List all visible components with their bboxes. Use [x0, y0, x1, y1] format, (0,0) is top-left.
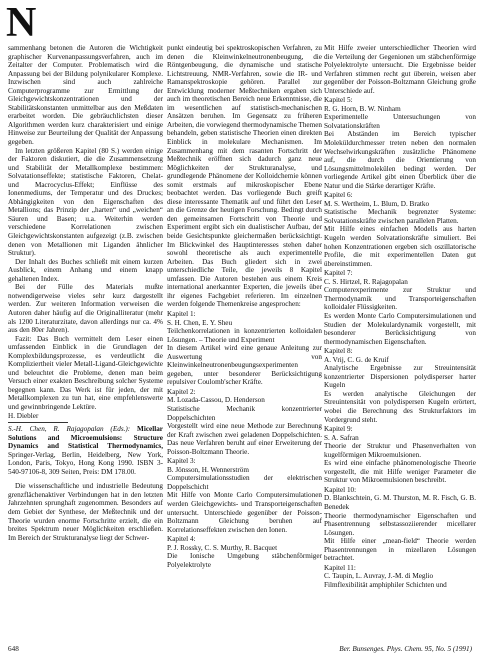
book-authors: S.-H. Chen, R. Rajagopalan (Eds.):: [8, 425, 131, 434]
chapter-authors: B. Jönsson, H. Wennerström: [167, 465, 249, 474]
column-3: [324, 44, 476, 589]
chapter-summary: Vorgestellt wird eine neue Methode zur Berechnung der Kraft zwischen zwei geladenen Doppelschichten. Das neue Verfahren beruht auf einer Erweiterung der Poisson-Boltzmann Theorie.: [167, 422, 322, 456]
chapter-heading: Kapitel 6:: [324, 191, 353, 200]
chapter-title: Statistische Mechanik begrenzter Systeme: Solvatationskräfte zwischen parallelen Platten.: [324, 208, 476, 225]
chapter-heading: Kapitel 10:: [324, 485, 357, 494]
chapter-title: Theorie thermodynamischer Eigenschaften und Phasentrennung selbstassoziierender micellarer Lösungen.: [324, 511, 476, 537]
page-number: 648: [8, 645, 19, 653]
paragraph: sammenhang betonen die Autoren die Wichtigkeit graphischer Kurvenanpassungsverfahren, auch im Zeitalter der Computer. Problematisch wird die Anpassung bei der Bildung polynikularer Komplexe. Inzwischen sind auch zahlreiche Computerprogramme zur Ermittlung der Gleichgewichtskonzentrationen und der Stabilitätskonstanten unmittelbar aus den Meßdaten erarbeitet worden. Die gebräuchlichsten dieser Algorithmen werden kurz charakterisiert und einige Hinweise zur Beurteilung der Qualität der Anpassung gegeben.: [8, 44, 163, 147]
chapter-heading: Kapitel 9:: [324, 425, 353, 434]
chapter-authors: D. Blankschtein, G. M. Thurston, M. R. Fisch, G. B. Benedek: [324, 494, 476, 511]
chapter-title: Die Ionische Umgebung stäbchenförmiger Polyelektrolyte: [167, 552, 322, 569]
chapter-title: Computerexperimente zur Struktur und Thermodynamik und Transporteigenschaften kolloidaler Flüssigkeiten.: [324, 286, 476, 312]
chapter-heading: Kapitel 5:: [324, 96, 353, 105]
chapter-summary: Mit Hilfe von Monte Carlo Computersimulationen werden Gleichgewichts- und Transporteigenschaften untersucht. Unterschiede gegenüber der Poisson-Boltzmann Gleichung beruhen auf Korrelationseffekten zwischen den Ionen.: [167, 491, 322, 534]
paragraph: Der Inhalt des Buches schließt mit einem kurzen Ausblick, einem Anhang und einem knapp gehaltenen Index.: [8, 257, 163, 283]
chapter-authors: S. H. Chen, E. Y. Sheu: [167, 318, 233, 327]
chapter-authors: M. S. Wertheim, L. Blum, D. Bratko: [324, 199, 430, 208]
chapter-heading: Kapitel 2:: [167, 387, 196, 396]
chapter-authors: R. G. Horn, B. W. Ninham: [324, 104, 401, 113]
chapter-summary: Bei Abständen im Bereich typischer Moleküldurchmesser treten neben den normalen Wechselwirkungskräften zusätzliche Phänomene auf, die durch die Orientierung von Lösungsmittelmolekülen bedingt werden. Der vorliegende Artikel gibt einen Überblick über die Natur und die Stärke derartiger Kräfte.: [324, 130, 476, 190]
column-2: [167, 44, 322, 569]
chapter-authors: A. Vrij, C. G. de Kruif: [324, 355, 389, 364]
chapter-heading: Kapitel 11:: [324, 563, 356, 572]
chapter-heading: Kapitel 8:: [324, 347, 353, 356]
column-1: [8, 44, 163, 542]
paragraph: Im letzten größeren Kapitel (80 S.) werden einige der Faktoren diskutiert, die die Zusammensetzung und Stabilität der Metallkomplexe bestimmen: Solvatationseffekte; statistische Faktoren, Chelat- und Macrocyclus-Effekt; Einflüsse des Ionenmediums, der Temperatur und des Druckes; Abhängigkeiten von den Eigenschaften des Metallions; das Prinzip der „harten“ und „weichen“ Säuren und Basen; u.a. Weiterhin werden verschiedene Korrelationen zwischen Gleichgewichtskonstanten aufgezeigt (z.B. zwischen denen von Metallionen mit Liganden ähnlicher Struktur).: [8, 146, 163, 258]
journal-reference: Ber. Bunsenges. Phys. Chem. 95, No. 5 (1991): [339, 645, 472, 653]
chapter-summary: Es wird eine einfache phänomenologische Theorie vorgestellt, die mit Hilfe weniger Parameter die Struktur von Mikroemulsionen beschreibt.: [324, 459, 476, 485]
chapter-title: Filmflexibilität amphiphiler Schichten und: [324, 580, 447, 589]
chapter-summary: Es werden analytische Gleichungen der Streuintensität von polydispersen Kugeln erörtert, wobei die Berechnung des Strukturfaktors im Vordergrund steht.: [324, 389, 476, 424]
chapter-title: Computersimulationsstudien der elektrischen Doppelschicht: [167, 474, 322, 491]
chapter-title: Teilchenkorrelationen in konzentrierten kolloidalen Lösungen. – Theorie und Experiment: [167, 327, 322, 344]
chapter-heading: Kapitel 4:: [167, 535, 196, 544]
chapter-heading: Kapitel 1:: [167, 309, 196, 318]
chapter-summary: Es werden Monte Carlo Computersimulationen und Studien der Molekulardynamik vorgestellt, mit besonderer Berücksichtigung von thermodynamischen Eigenschaften.: [324, 311, 476, 346]
chapter-heading: Kapitel 3:: [167, 457, 196, 466]
chapter-title: Theorie der Struktur und Phasenverhalten von kugelförmigen Mikroemulsionen.: [324, 442, 476, 459]
book-title: Micellar Solutions and Microemulsions: Structure Dynamics and Statistical Thermodynamics,: [8, 425, 163, 451]
chapter-authors: P. J. Rossky, C. S. Murthy, R. Bacquet: [167, 543, 278, 552]
chapter-summary: Mit Hilfe zweier unterschiedlicher Theorien wird die Verteilung der Gegenionen um stäbchenförmige Polyelektrolyte untersucht. Die Ergebnisse beider Verfahren stimmen recht gut überein, weisen aber gegenüber der Poisson-Boltzmann Gleichung große Unterschiede auf.: [324, 44, 476, 95]
chapter-authors: M. Lozada-Cassou, D. Henderson: [167, 396, 265, 405]
chapter-authors: S. A. Safran: [324, 433, 359, 442]
paragraph: Fazit: Das Buch vermittelt dem Leser einen umfassenden Einblick in die Grundlagen der Komplexbildungsprozesse, es verdeutlicht die Kompliziertheit vieler Metall-Ligand-Gleichgewichte und beleuchtet die Probleme, denen man beim Versuch einer exakten Beschreibung solcher Systeme begegnen kann. Das Werk ist für jeden, der mit Metallkomplexen zu tun hat, eine empfehlenswerte und gewinnbringende Lektüre.: [8, 334, 163, 411]
reviewer-signature: H. Diebler: [8, 411, 39, 420]
chapter-authors: C. Taupin, L. Auvray, J.-M. di Meglio: [324, 572, 434, 581]
dropcap-letter: N: [6, 0, 37, 46]
paragraph: punkt eindeutig bei spektroskopischen Verfahren, zu denen die Kleinwinkelneutronenbeugung, die Röntgenbeugung, die dynamische und statische Lichtstreuung, NMR-Verfahren, sowie die IR- und Ramanspektroskopie gehören. Parallel zur Entwicklung moderner Meßtechniken ergaben sich auch im theoretischen Bereich neue Erkenntnisse, die im wesentlichen auf statistisch-mechanischen Ansätzen beruhen. Im Gegensatz zu früheren Arbeiten, die vorwiegend thermodynamische Themen behandeln, geben statistische Theorien einen direkten Einblick in molekulare Mechanismen. Im Zusammenhang mit dem rasanten Fortschritt der Meßtechnik eröffnen sich dadurch ganz neue Möglichkeiten der Strukturanalyse, und grundlegende Phänomene der Kolloidchemie können somit erstmals auf mikroskopischer Ebene beobachtet werden. Das vorliegende Buch greift diese interessante Thematik auf und führt den Leser an die Grenze der heutigen Forschung. Bedingt durch den gemeinsamen Fortschritt von Theorie und Experiment ergibt sich ein dualistischer Aufbau, der beide Gesichtspunkte gleichermaßen berücksichtigt. Im Blickwinkel des Hauptinteresses stehen daher sowohl theoretische als auch experimentelle Arbeiten. Das Buch gliedert sich in zwei unterschiedliche Teile, die jeweils 8 Kapitel umfassen. Die Autoren bestehen aus einem Kreis international anerkannter Experten, die jeweils über ihr eigenes Fachgebiet referieren. Im einzelnen werden folgende Themenkreise angesprochen:: [167, 44, 322, 309]
chapter-summary: Mit Hilfe einer „mean-field“ Theorie werden Phasentrennungen in mizellaren Lösungen betrachtet.: [324, 537, 476, 563]
divider: [8, 422, 68, 423]
book-citation: [8, 425, 163, 476]
chapter-summary: Mit Hilfe eines einfachen Modells aus harten Kugeln werden Solvatationskräfte simuliert. Bei hohen Konzentrationen ergeben sich oszillatorische Profile, die mit experimentellen Daten gut übereinstimmen.: [324, 225, 476, 268]
chapter-summary: In diesem Artikel wird eine genaue Anleitung zur Auswertung von Kleinwinkelneutronenbeugungsexperimenten gegeben, unter besonderer Berücksichtigung repulsiver Coulomb'scher Kräfte.: [167, 344, 322, 387]
chapter-title: Analytische Ergebnisse zur Streuintensität konzentrierter Dispersionen polydisperser harter Kugeln: [324, 364, 476, 390]
chapter-heading: Kapitel 7:: [324, 269, 353, 278]
book-publisher: Springer-Verlag, Berlin, Heidelberg, New York, London, Paris, Tokyo, Hong Kong 1990. ISBN 3-540-97106-8, 309 Seiten, Preis: DM 178.00.: [8, 450, 163, 476]
chapter-authors: C. S. Hirtzel, R. Rajagopalan: [324, 277, 408, 286]
paragraph: Die wissenschaftliche und industrielle Bedeutung grenzflächenaktiver Verbindungen hat in den letzten Jahrzehnten sprunghaft zugenommen. Besonders auf dem Gebiet der Synthese, der Meßtechnik und der Theorie wurden enorme Fortschritte erzielt, die ein breites Spektrum neuer Möglichkeiten erschließen. Im Bereich der Strukturanalyse liegt der Schwer-: [8, 482, 163, 542]
paragraph: Bei der Fülle des Materials mußte notwendigerweise vieles sehr kurz dargestellt werden. Zur weiteren Information verweisen die Autoren daher häufig auf die Originalliteratur (mehr als 1200 Literaturzitate, davon allerdings nur ca. 4% aus den 80er Jahren).: [8, 283, 163, 335]
chapter-title: Experimentelle Untersuchungen von Solvatationskräften: [324, 113, 476, 130]
chapter-title: Statistische Mechanik konzentrierter Doppelschichten: [167, 404, 322, 422]
